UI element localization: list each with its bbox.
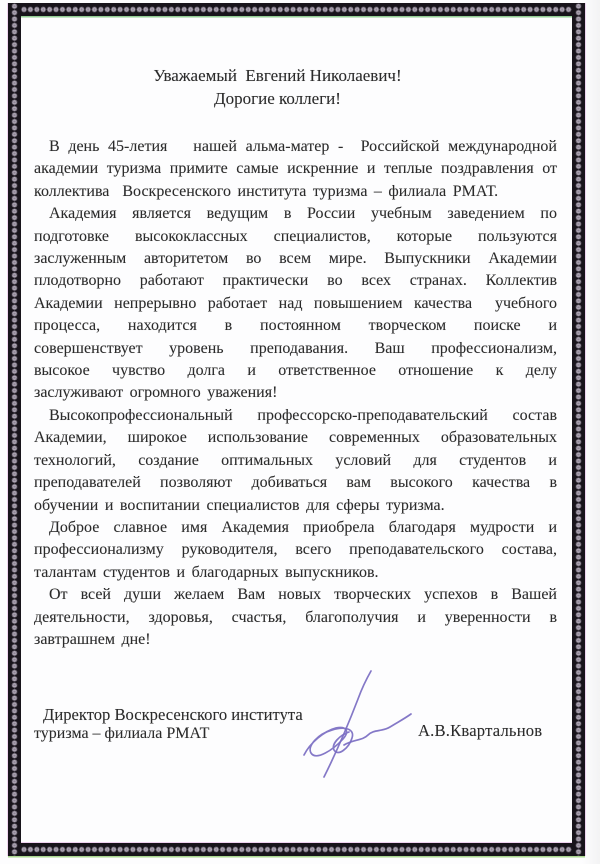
- paragraph: [34, 405, 557, 517]
- paragraph: [34, 203, 557, 405]
- signer-title-line: Директор Воскресенского института: [43, 705, 303, 725]
- paragraph-line: Академия является ведущим в России учебным заведением по: [49, 205, 557, 223]
- paragraph-line: профессионализму руководителя, всего преподавательского состава,: [34, 541, 557, 559]
- paragraph-line: Академии, широкое использование современных образовательных: [34, 429, 557, 447]
- paragraph-line: талантам студентов и благодарных выпускников.: [34, 563, 379, 581]
- paragraph-line: процесса, находится в постоянном творческом поиске и: [34, 317, 557, 335]
- paragraph-line: завтрашнем дне!: [34, 630, 151, 648]
- signature-block: [34, 705, 557, 795]
- paragraph-line: плодотворно работают практически во всех странах. Коллектив: [34, 272, 557, 290]
- paragraph-line: совершенствует уровень преподавания. Ваш профессионализм,: [34, 339, 557, 357]
- border-bottom-ornament: [8, 843, 585, 856]
- letter-content: [34, 64, 557, 795]
- paragraph: [34, 136, 557, 203]
- paragraph-line: технологий, создание оптимальных условий для студентов и: [34, 451, 557, 469]
- border-left-ornament: [8, 3, 21, 856]
- paragraph-line: Академии непрерывно работает над повышением качества учебного: [34, 294, 557, 312]
- paragraph-line: От всей души желаем Вам новых творческих успехов в Вашей: [49, 586, 557, 604]
- greeting-line: Уважаемый Евгений Николаевич!: [153, 66, 402, 85]
- border-right-ornament: [572, 3, 585, 856]
- paragraph-line: деятельности, здоровья, счастья, благополучия и уверенности в: [34, 608, 557, 626]
- signer-title-line: туризма – филиала РМАТ: [34, 725, 210, 743]
- border-top-ornament: [8, 3, 585, 16]
- handwritten-signature-icon: [296, 669, 414, 781]
- paragraph-line: коллектива Воскресенского института туризма – филиала РМАТ.: [34, 182, 499, 200]
- paragraph-line: Доброе славное имя Академия приобрела благодаря мудрости и: [49, 518, 557, 536]
- paragraph-line: академии туризма примите самые искренние и теплые поздравления от: [34, 160, 557, 178]
- paragraph-line: В день 45-летия нашей альма-матер - Российской международной: [49, 138, 557, 155]
- paragraph: [34, 584, 557, 651]
- paragraph: [34, 517, 557, 584]
- paragraph-line: обучении и воспитании специалистов для сферы туризма.: [34, 496, 445, 514]
- paragraph-line: заслуживают огромного уважения!: [34, 384, 278, 402]
- paragraph-line: преподавателей позволяют добиваться вам высокого качества в: [34, 474, 557, 492]
- letter-body: [34, 136, 557, 651]
- signer-name: А.В.Квартальнов: [418, 721, 543, 741]
- paragraph-line: подготовке высококлассных специалистов, которые пользуются: [34, 227, 557, 245]
- greeting: [34, 64, 557, 110]
- paragraph-line: заслуженным авторитетом во всем мире. Выпускники Академии: [34, 250, 557, 268]
- paragraph-line: высокое чувство долга и ответственное отношение к делу: [34, 362, 557, 380]
- greeting-line: Дорогие коллеги!: [214, 89, 341, 108]
- paragraph-line: Высокопрофессиональный профессорско-преподавательский состав: [49, 406, 557, 424]
